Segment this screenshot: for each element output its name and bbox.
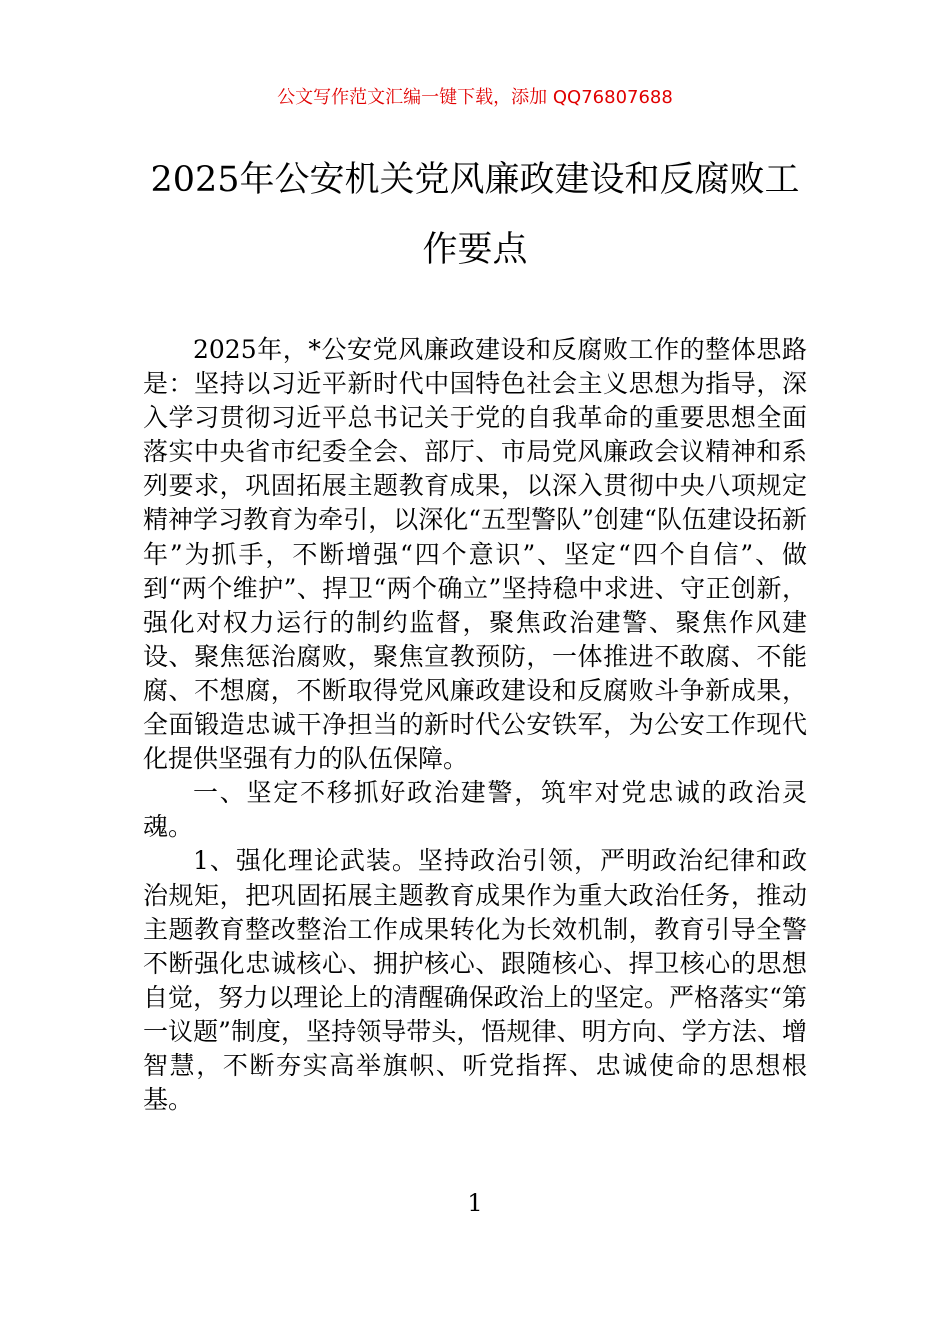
intro-paragraph: 2025年，*公安党风廉政建设和反腐败工作的整体思路是：坚持以习近平新时代中国特色社会主义思想为指导，深入学习贯彻习近平总书记关于党的自我革命的重要思想全面落实中央省市纪委全会、部厅、市局党风廉政会议精神和系列要求，巩固拓展主题教育成果，以深入贯彻中央八项规定精神学习教育为牵引，以深化“五型警队”创建“队伍建设拓新年”为抓手，不断增强“四个意识”、坚定“四个自信”、做到“两个维护”、捍卫“两个确立”坚持稳中求进、守正创新，强化对权力运行的制约监督，聚焦政治建警、聚焦作风建设、聚焦惩治腐败，聚焦宣教预防，一体推进不敢腐、不能腐、不想腐，不断取得党风廉政建设和反腐败斗争新成果，全面锻造忠诚干净担当的新时代公安铁军，为公安工作现代化提供坚强有力的队伍保障。	[143, 335, 807, 774]
page-number: 1	[467, 1189, 483, 1217]
header-note: 公文写作范文汇编一键下载，添加 QQ76807688	[277, 87, 673, 108]
document-title: 2025年公安机关党风廉政建设和反腐败工作要点	[150, 160, 800, 270]
subsection-paragraph: 1、强化理论武装。坚持政治引领，严明政治纪律和政治规矩，把巩固拓展主题教育成果作为重大政治任务，推动主题教育整改整治工作成果转化为长效机制，教育引导全警不断强化忠诚核心、拥护核心、跟随核心、捍卫核心的思想自觉，努力以理论上的清醒确保政治上的坚定。严格落实“第一议题”制度，坚持领导带头，悟规律、明方向、学方法、增智慧，不断夯实高举旗帜、听党指挥、忠诚使命的思想根基。	[143, 846, 807, 1115]
document-body	[143, 333, 807, 1117]
section-heading: 一、坚定不移抓好政治建警，筑牢对党忠诚的政治灵魂。	[143, 778, 807, 842]
